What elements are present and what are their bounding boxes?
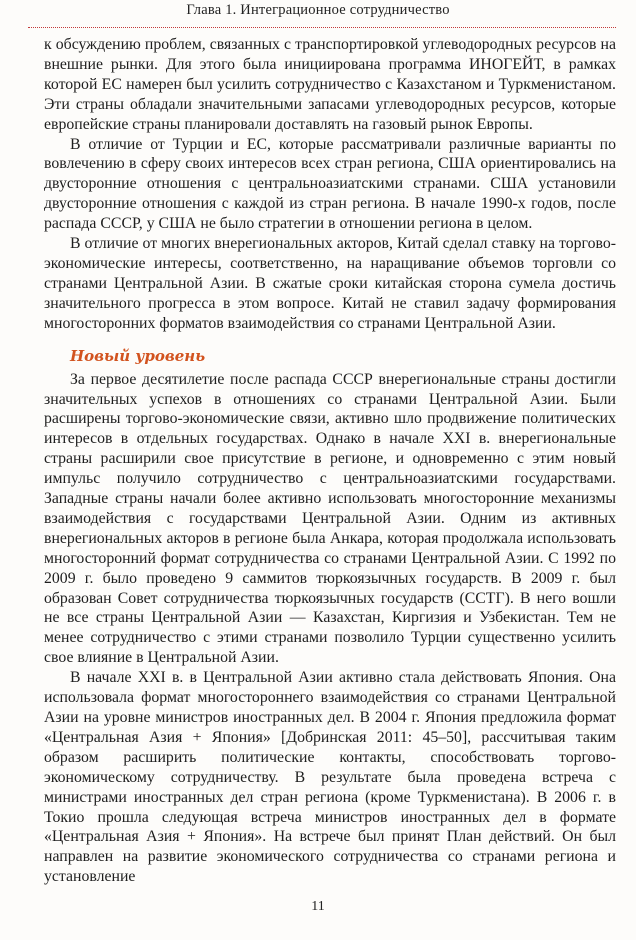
section-heading: Новый уровень: [70, 346, 206, 365]
paragraph: За первое десятилетие после распада СССР внерегиональные страны достигли значительных успехов в отношениях со странами Центральной Азии. Были расширены торгово-экономические связи, активно шло продвижение политических интересов в отдельных государствах. Однако в начале XXI в. внерегиональные страны расширили свое присутствие в регионе, и одновременно с этим новый импульс получило сотрудничество с центральноазиатскими государствами. Западные страны начали более активно использовать многосторонние механизмы взаимодействия с государствами Центральной Азии. Одним из активных внерегиональных акторов в регионе была Анкара, которая продолжала использовать многосторонний формат сотрудничества со странами Центральной Азии. С 1992 по 2009 г. было проведено 9 саммитов тюркоязычных государств. В 2009 г. был образован Совет сотрудничества тюркоязычных государств (ССТГ). В него вошли не все страны Центральной Азии — Казахстан, Киргизия и Узбекистан. Тем не менее сотрудничество с этими странами позволило Турции существенно усилить свое влияние в Центральной Азии.: [44, 370, 616, 667]
running-header: Глава 1. Интеграционное сотрудничество: [186, 2, 450, 18]
paragraph: В начале XXI в. в Центральной Азии активно стала действовать Япония. Она использовала формат многостороннего взаимодействия со странами Центральной Азии на уровне министров иностранных дел. В 2004 г. Япония предложила формат «Центральная Азия + Япония» [Добринская 2011: 45–50], рассчитывая таким образом расширить политические контакты, способствовать торгово-экономическому сотрудничеству. В результате была проведена встреча с министрами иностранных дел стран региона (кроме Туркменистана). В 2006 г. в Токио прошла следующая встреча министров иностранных дел в формате «Центральная Азия + Япония». На встрече был принят План действий. Он был направлен на развитие экономического сотрудничества со странами региона и установление: [44, 669, 616, 886]
paragraph: к обсуждению проблем, связанных с транспортировкой углеводородных ресурсов на внешние рынки. Для этого была инициирована программа ИНОГЕЙТ, в рамках которой ЕС намерен был усилить сотрудничество с Казахстаном и Туркменистаном. Эти страны обладали значительными запасами углеводородных ресурсов, которые европейские страны планировали доставлять на газовый рынок Европы.: [44, 36, 616, 133]
main-text: [44, 35, 616, 887]
paragraph: В отличие от многих внерегиональных акторов, Китай сделал ставку на торгово-экономические интересы, соответственно, на наращивание объемов торговли со странами Центральной Азии. В сжатые сроки китайская сторона сумела достичь значительного прогресса в этом вопросе. Китай не ставил задачу формирования многосторонних форматов взаимодействия со странами Центральной Азии.: [44, 235, 616, 332]
header-divider: [28, 27, 616, 28]
paragraph: В отличие от Турции и ЕС, которые рассматривали различные варианты по вовлечению в сферу своих интересов всех стран региона, США ориентировались на двусторонние отношения с центральноазиатскими странами. США установили двусторонние отношения с каждой из стран региона. В начале 1990-х годов, после распада СССР, у США не было стратегии в отношении региона в целом.: [44, 135, 616, 233]
page-number: 11: [311, 899, 325, 914]
